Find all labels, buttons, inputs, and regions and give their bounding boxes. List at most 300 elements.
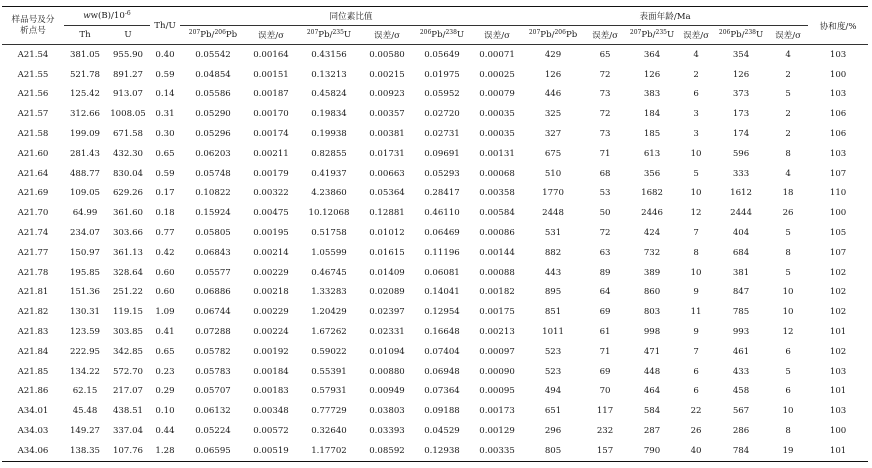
table-cell: 0.00215 (369, 69, 405, 80)
table-cell: 333 (732, 168, 750, 179)
table-cell: 0.05364 (369, 188, 405, 199)
table-cell: 0.42 (155, 247, 175, 258)
table-cell: 0.59 (155, 168, 175, 179)
table-cell: 1.67262 (311, 327, 347, 338)
table-cell: 0.00195 (253, 228, 289, 239)
table-cell: 2 (785, 69, 791, 80)
table-cell: 8 (785, 148, 791, 159)
table-cell: 0.00183 (253, 386, 289, 397)
table-cell: 8 (785, 426, 791, 437)
table-cell: 0.00229 (253, 267, 289, 278)
table-cell: 12 (782, 327, 794, 338)
table-cell: 10 (782, 307, 794, 318)
table-cell: 0.05293 (424, 168, 460, 179)
table-cell: 0.07404 (424, 346, 460, 357)
table-cell: 251.22 (112, 287, 144, 298)
table-cell: 8 (785, 247, 791, 258)
table-cell: 71 (599, 346, 611, 357)
table-cell: 5 (785, 228, 791, 239)
table-cell: 913.07 (112, 89, 144, 100)
table-cell: 4 (785, 49, 791, 60)
table-cell: 448 (643, 366, 661, 377)
table-cell: 0.00025 (479, 69, 515, 80)
table-cell: 184 (643, 109, 661, 120)
table-cell: 0.00224 (253, 327, 289, 338)
table-cell: 0.05952 (424, 89, 460, 100)
table-cell: 0.00144 (479, 247, 515, 258)
table-cell: 2446 (641, 208, 663, 219)
table-cell: 0.09188 (424, 406, 460, 417)
table-cell: 1.28 (150, 441, 180, 461)
table-cell: 0.05290 (195, 109, 231, 120)
table-cell: 0.01731 (369, 148, 405, 159)
sample-id-cell: A21.74 (17, 228, 49, 239)
header-age-206-238 (714, 26, 768, 45)
table-cell: 0.08592 (362, 441, 412, 461)
table-cell: 195.85 (69, 267, 101, 278)
table-cell: 103 (829, 148, 847, 159)
table-cell: 4 (785, 168, 791, 179)
table-cell: 0.19938 (311, 129, 347, 140)
table-cell: 173 (732, 109, 750, 120)
table-cell: 993 (732, 327, 750, 338)
table-cell: 327 (544, 129, 562, 140)
table-cell: 0.07288 (195, 327, 231, 338)
header-isotope-group: 同位素比值 (180, 7, 522, 26)
table-cell: 0.59 (155, 69, 175, 80)
table-cell: 860 (643, 287, 661, 298)
table-cell: 5 (785, 366, 791, 377)
u-label: U (343, 30, 352, 40)
table-cell: 2 (785, 109, 791, 120)
table-cell: 0.05542 (195, 49, 231, 60)
sample-id-cell: A21.77 (17, 247, 49, 258)
table-cell: 0.30 (155, 129, 175, 140)
table-cell: 0.31 (155, 109, 175, 120)
table-cell: 0.41937 (311, 168, 347, 179)
table-cell: 0.00229 (253, 307, 289, 318)
table-cell: 0.02720 (424, 109, 460, 120)
sample-id-cell: A21.85 (17, 366, 49, 377)
table-cell: 0.00584 (479, 208, 515, 219)
table-cell: 0.05224 (195, 426, 231, 437)
header-err: 误差/σ (768, 26, 808, 45)
table-cell: 0.00095 (479, 386, 515, 397)
sup-207: 207 (528, 29, 541, 36)
table-row (2, 401, 868, 421)
table-cell: 0.01409 (369, 267, 405, 278)
header-age-207-235 (626, 26, 678, 45)
table-cell: 471 (643, 346, 661, 357)
table-row (2, 85, 868, 105)
table-cell: 596 (732, 148, 750, 159)
table-cell: 0.00880 (369, 366, 405, 377)
table-cell: 0.12881 (369, 208, 405, 219)
u-label: U (666, 30, 675, 40)
table-cell: 364 (643, 49, 661, 60)
table-cell: 103 (829, 406, 847, 417)
table-cell: 328.64 (112, 267, 144, 278)
table-cell: 7 (693, 228, 699, 239)
table-cell: 1008.05 (110, 109, 146, 120)
table-cell: 0.00131 (479, 148, 515, 159)
table-cell: 531 (544, 228, 562, 239)
table-cell: 174 (732, 129, 750, 140)
table-cell: 0.00192 (253, 346, 289, 357)
sup-206: 206 (214, 29, 226, 36)
table-cell: 9 (693, 327, 699, 338)
sup-207: 207 (188, 29, 201, 36)
table-cell: 523 (544, 366, 562, 377)
table-cell: 287 (643, 426, 661, 437)
table-cell: 5 (785, 267, 791, 278)
table-cell: 107 (829, 247, 847, 258)
table-cell: 381 (732, 267, 750, 278)
table-cell: 0.00519 (246, 441, 296, 461)
pb-label: Pb/ (540, 30, 555, 40)
table-cell: 0.00097 (479, 346, 515, 357)
table-cell: 337.04 (112, 426, 144, 437)
table-cell: 10 (782, 287, 794, 298)
table-cell: 101 (829, 327, 847, 338)
table-cell: 70 (599, 386, 611, 397)
table-cell: 69 (599, 366, 611, 377)
table-cell: 0.59022 (311, 346, 347, 357)
table-row (2, 223, 868, 243)
table-cell: 126 (732, 69, 750, 80)
table-cell: 109.05 (69, 188, 101, 199)
table-cell: 0.00129 (479, 426, 515, 437)
table-cell: 232 (596, 426, 614, 437)
table-cell: 0.00187 (253, 89, 289, 100)
table-cell: 521.78 (69, 69, 101, 80)
table-row (2, 104, 868, 124)
table-cell: 438.51 (112, 406, 144, 417)
table-cell: 785 (732, 307, 750, 318)
header-err: 误差/σ (246, 26, 296, 45)
sample-id-cell: A21.57 (17, 109, 49, 120)
table-cell: 0.00170 (253, 109, 289, 120)
header-sample-line1: 样品号及分 (11, 14, 55, 25)
table-cell: 10 (690, 188, 702, 199)
table-cell: 303.85 (112, 327, 144, 338)
table-cell: 222.95 (69, 346, 101, 357)
table-cell: 0.00923 (369, 89, 405, 100)
table-cell: 50 (599, 208, 611, 219)
table-cell: 105 (829, 228, 847, 239)
table-row (2, 124, 868, 144)
table-cell: 0.00035 (479, 129, 515, 140)
table-cell: 0.00572 (253, 426, 289, 437)
table-cell: 0.00182 (479, 287, 515, 298)
table-cell: 0.04529 (424, 426, 460, 437)
table-cell: 0.05649 (424, 49, 460, 60)
table-cell: 106 (829, 129, 847, 140)
table-cell: 102 (829, 287, 847, 298)
table-row (2, 243, 868, 263)
table-cell: 0.05296 (195, 129, 231, 140)
table-cell: 342.85 (112, 346, 144, 357)
table-cell: 234.07 (69, 228, 101, 239)
table-cell: 103 (829, 89, 847, 100)
table-cell: 0.00949 (369, 386, 405, 397)
table-cell: 110 (829, 188, 847, 199)
table-cell: 998 (643, 327, 661, 338)
table-cell: 0.29 (155, 386, 175, 397)
table-cell: 106 (829, 109, 847, 120)
table-cell: 1770 (542, 188, 564, 199)
table-row (2, 65, 868, 85)
sup-238: 238 (744, 29, 756, 36)
table-cell: 895 (544, 287, 562, 298)
table-cell: 18 (782, 188, 794, 199)
table-cell: 0.00068 (479, 168, 515, 179)
table-cell: 0.02089 (369, 287, 405, 298)
sample-id-cell: A21.83 (17, 327, 49, 338)
sup-235: 235 (332, 29, 344, 36)
table-cell: 458 (732, 386, 750, 397)
table-cell: 1.05599 (311, 247, 347, 258)
sup-206: 206 (419, 29, 432, 36)
table-cell: 373 (732, 89, 750, 100)
table-cell: 830.04 (112, 168, 144, 179)
sample-id-cell: A21.60 (17, 148, 49, 159)
sample-id-cell: A21.78 (17, 267, 49, 278)
sample-id-cell: A21.58 (17, 129, 49, 140)
table-cell: 0.00173 (479, 406, 515, 417)
table-cell: 26 (782, 208, 794, 219)
table-cell: 891.27 (112, 69, 144, 80)
table-cell: 72 (599, 69, 611, 80)
table-cell: 424 (643, 228, 661, 239)
table-cell: 53 (599, 188, 611, 199)
table-cell: 0.41 (155, 327, 175, 338)
table-cell: 805 (522, 441, 584, 461)
table-cell: 0.06948 (424, 366, 460, 377)
table-cell: 0.00214 (253, 247, 289, 258)
table-cell: 89 (599, 267, 611, 278)
sample-id-cell: A21.82 (17, 307, 49, 318)
table-cell: 0.06843 (195, 247, 231, 258)
header-sample-line2: 析点号 (20, 25, 46, 36)
table-cell: 0.77 (155, 228, 175, 239)
table-cell: 0.05782 (195, 346, 231, 357)
table-cell: 0.00322 (253, 188, 289, 199)
table-cell: 0.09691 (424, 148, 460, 159)
table-cell: 4.23860 (311, 188, 347, 199)
table-row (2, 283, 868, 303)
table-cell: 572.70 (112, 366, 144, 377)
table-cell: 0.02397 (369, 307, 405, 318)
header-ratio-207-235 (296, 26, 362, 45)
table-cell: 199.09 (69, 129, 101, 140)
table-cell: 0.00164 (253, 49, 289, 60)
table-cell: 0.00086 (479, 228, 515, 239)
header-err: 误差/σ (678, 26, 714, 45)
table-cell: 0.13213 (311, 69, 347, 80)
table-cell: 0.00088 (479, 267, 515, 278)
table-cell: 40 (678, 441, 714, 461)
table-cell: 19 (768, 441, 808, 461)
table-cell: 0.01975 (424, 69, 460, 80)
sample-id-cell: A21.70 (17, 208, 49, 219)
table-cell: 6 (785, 386, 791, 397)
table-cell: 354 (732, 49, 750, 60)
table-cell: 3 (693, 109, 699, 120)
table-cell: 10 (782, 406, 794, 417)
table-cell: 0.00184 (253, 366, 289, 377)
table-cell: 432.30 (112, 148, 144, 159)
table-cell: 0.06132 (195, 406, 231, 417)
table-cell: 5 (785, 89, 791, 100)
table-row (2, 164, 868, 184)
table-cell: 6 (693, 89, 699, 100)
table-cell: 0.23 (155, 366, 175, 377)
sample-id-cell: A34.03 (17, 426, 49, 437)
header-err: 误差/σ (584, 26, 626, 45)
table-cell: 61 (599, 327, 611, 338)
table-cell: 0.00348 (253, 406, 289, 417)
table-cell: 356 (643, 168, 661, 179)
table-cell: 149.27 (69, 426, 101, 437)
table-cell: 0.28417 (424, 188, 460, 199)
table-cell: 429 (544, 49, 562, 60)
sample-id-cell: A21.81 (17, 287, 49, 298)
table-cell: 0.06744 (195, 307, 231, 318)
table-cell: 0.00218 (253, 287, 289, 298)
table-cell: 1.20429 (311, 307, 347, 318)
table-cell: 0.00580 (369, 49, 405, 60)
table-cell: 157 (584, 441, 626, 461)
table-cell: 6 (693, 386, 699, 397)
table-cell: 150.97 (69, 247, 101, 258)
table-cell: 0.11196 (424, 247, 460, 258)
table-cell: 63 (599, 247, 611, 258)
table-cell: 0.03803 (369, 406, 405, 417)
table-row (2, 302, 868, 322)
header-thu: Th/U (150, 7, 180, 45)
header-ratio-206-238 (412, 26, 472, 45)
table-cell: 523 (544, 346, 562, 357)
table-cell: 0.51758 (311, 228, 347, 239)
table-cell: 22 (690, 406, 702, 417)
table-cell: 0.55391 (311, 366, 347, 377)
table-cell: 803 (643, 307, 661, 318)
table-cell: 0.57931 (311, 386, 347, 397)
zircon-u-pb-table (2, 6, 868, 462)
table-cell: 11 (690, 307, 702, 318)
table-cell: 72 (599, 228, 611, 239)
table-cell: 4 (693, 49, 699, 60)
table-cell: 134.22 (69, 366, 101, 377)
table-cell: 2444 (730, 208, 752, 219)
table-cell: 185 (643, 129, 661, 140)
table-cell: 584 (643, 406, 661, 417)
sample-id-cell: A21.64 (17, 168, 49, 179)
table-cell: 732 (643, 247, 661, 258)
sample-id-cell: A34.01 (17, 406, 49, 417)
table-cell: 6 (693, 366, 699, 377)
table-cell: 0.07364 (424, 386, 460, 397)
table-cell: 119.15 (112, 307, 144, 318)
sample-id-cell: A21.86 (17, 386, 49, 397)
table-cell: 0.40 (155, 49, 175, 60)
table-cell: 0.02331 (369, 327, 405, 338)
table-cell: 12 (690, 208, 702, 219)
table-cell: 955.90 (112, 49, 144, 60)
table-cell: 0.05805 (195, 228, 231, 239)
table-cell: 312.66 (69, 109, 101, 120)
header-concordance: 协和度/% (808, 7, 868, 45)
table-cell: 2448 (542, 208, 564, 219)
sample-id-cell: A21.84 (17, 346, 49, 357)
table-cell: 217.07 (112, 386, 144, 397)
table-cell: 0.00090 (479, 366, 515, 377)
sample-id-cell: A21.54 (17, 49, 49, 60)
table-cell: 151.36 (69, 287, 101, 298)
table-cell: 102 (829, 346, 847, 357)
table-cell: 882 (544, 247, 562, 258)
table-cell: 72 (599, 109, 611, 120)
table-cell: 101 (808, 441, 868, 461)
table-cell: 73 (599, 89, 611, 100)
table-cell: 69 (599, 307, 611, 318)
sup-206: 206 (554, 29, 566, 36)
table-cell: 0.00663 (369, 168, 405, 179)
u-label: U (456, 30, 465, 40)
table-cell: 0.46745 (311, 267, 347, 278)
table-cell: 1.17702 (296, 441, 362, 461)
table-cell: 383 (643, 89, 661, 100)
table-cell: 361.60 (112, 208, 144, 219)
table-cell: 0.00211 (253, 148, 289, 159)
table-cell: 0.01094 (369, 346, 405, 357)
table-cell: 0.19834 (311, 109, 347, 120)
table-cell: 1612 (730, 188, 752, 199)
table-cell: 100 (829, 69, 847, 80)
sup-238: 238 (445, 29, 457, 36)
table-cell: 0.00381 (369, 129, 405, 140)
table-cell: 26 (690, 426, 702, 437)
table-cell: 8 (693, 247, 699, 258)
header-age-207-206 (522, 26, 584, 45)
table-cell: 9 (693, 287, 699, 298)
table-cell: 303.66 (112, 228, 144, 239)
table-cell: 103 (829, 366, 847, 377)
table-cell: 847 (732, 287, 750, 298)
table-cell: 0.12938 (412, 441, 472, 461)
table-cell: 0.00358 (479, 188, 515, 199)
table-cell: 0.77729 (311, 406, 347, 417)
table-cell: 671.58 (112, 129, 144, 140)
table-cell: 107.76 (106, 441, 150, 461)
table-cell: 2 (693, 69, 699, 80)
table-cell: 71 (599, 148, 611, 159)
pb-label: Pb/ (318, 30, 333, 40)
table-cell: 851 (544, 307, 562, 318)
table-cell: 461 (732, 346, 750, 357)
table-cell: 0.65 (155, 148, 175, 159)
table-cell: 100 (829, 426, 847, 437)
table-cell: 126 (643, 69, 661, 80)
table-cell: 0.14041 (424, 287, 460, 298)
table-cell: 123.59 (69, 327, 101, 338)
table-cell: 10 (690, 267, 702, 278)
sample-id-cell: A34.06 (2, 441, 64, 461)
table-cell: 0.06886 (195, 287, 231, 298)
table-cell: 0.65 (155, 346, 175, 357)
header-w: $ww(B)/10^{-6}$ (64, 7, 150, 26)
